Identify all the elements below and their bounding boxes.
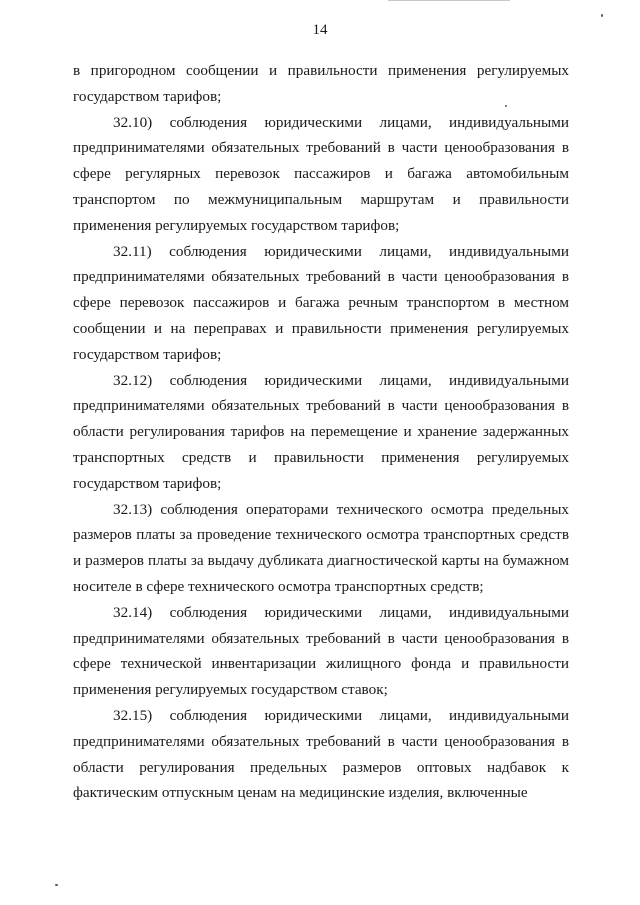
paragraph-32-10: 32.10) соблюдения юридическими лицами, индивидуальными предпринимателями обязательных требований в части ценообразования в сфере регулярных перевозок пассажиров и багажа автомобильным транспортом по межмуниципальным маршрутам и правильности применения регулируемых государством тарифов;	[73, 113, 569, 234]
paragraph-32-11: 32.11) соблюдения юридическими лицами, индивидуальными предпринимателями обязательных требований в части ценообразования в сфере перевозок пассажиров и багажа речным транспортом в местном сообщении и на переправах и правильности применения регулируемых государством тарифов;	[73, 242, 569, 363]
document-body	[73, 58, 569, 806]
scan-speck	[601, 14, 603, 17]
paragraph-32-14: 32.14) соблюдения юридическими лицами, индивидуальными предпринимателями обязательных требований в части ценообразования в сфере технической инвентаризации жилищного фонда и правильности применения регулируемых государством ставок;	[73, 603, 569, 699]
scan-top-rule	[388, 0, 510, 1]
page-number: 14	[312, 22, 328, 38]
paragraph-32-12: 32.12) соблюдения юридическими лицами, индивидуальными предпринимателями обязательных требований в части ценообразования в области регулирования тарифов на перемещение и хранение задержанных транспортных средств и правильности применения регулируемых государством тарифов;	[73, 371, 569, 492]
paragraph-continuation: в пригородном сообщении и правильности применения регулируемых государством тарифов;	[73, 62, 569, 105]
paragraph-32-15: 32.15) соблюдения юридическими лицами, индивидуальными предпринимателями обязательных требований в части ценообразования в области регулирования предельных размеров оптовых надбавок к фактическим отпускным ценам на медицинские изделия, включенные	[73, 706, 569, 802]
scan-speck	[55, 884, 58, 886]
paragraph-32-13: 32.13) соблюдения операторами технического осмотра предельных размеров платы за проведение технического осмотра транспортных средств и размеров платы за выдачу дубликата диагностической карты на бумажном носителе в сфере технического осмотра транспортных средств;	[73, 500, 569, 595]
scan-speck	[505, 105, 507, 107]
